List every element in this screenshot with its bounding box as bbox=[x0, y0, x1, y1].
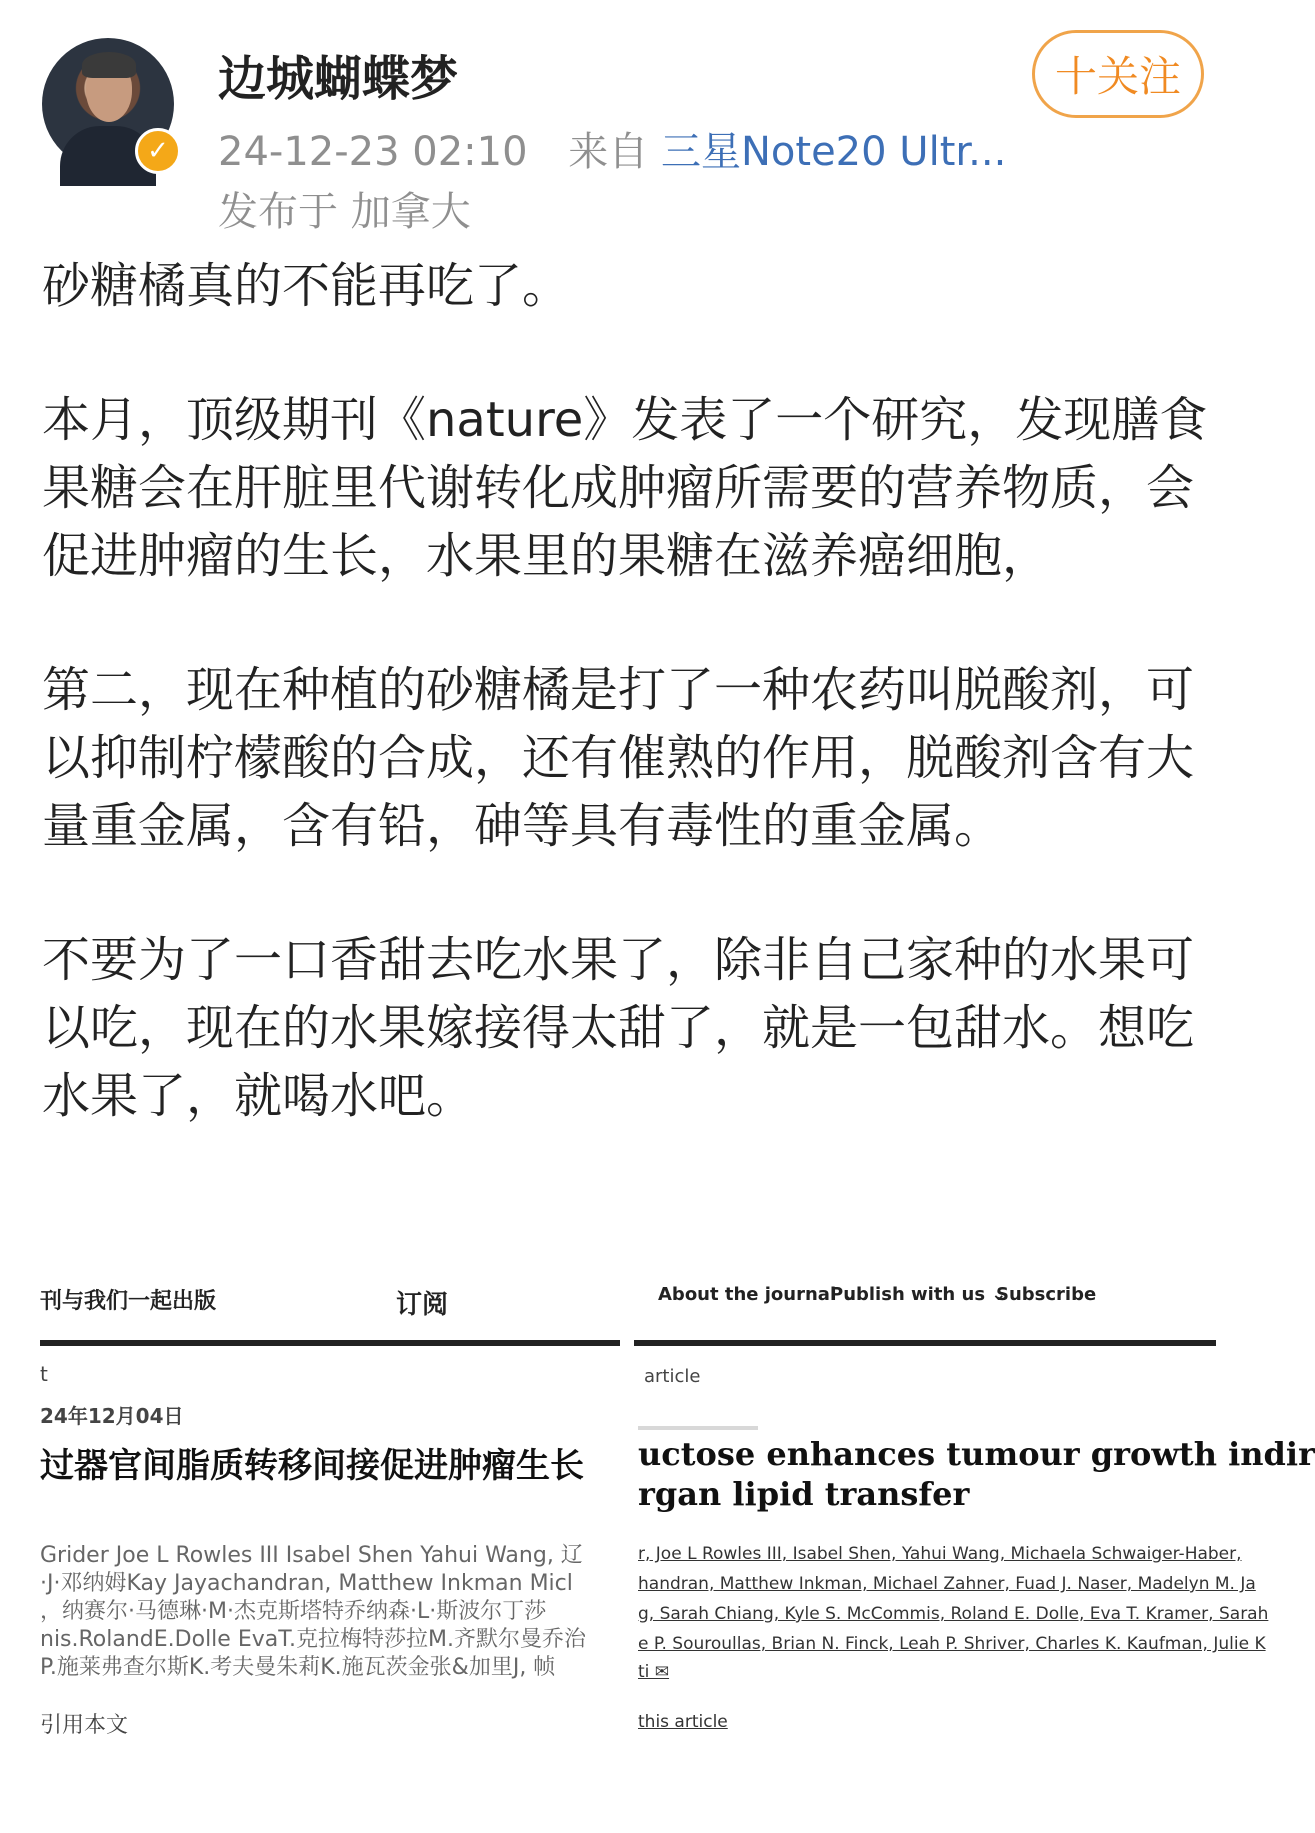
follow-button[interactable]: 十关注 bbox=[1032, 30, 1204, 118]
right-decor-line bbox=[638, 1426, 758, 1430]
right-cite-link: this article bbox=[638, 1712, 728, 1732]
source-prefix: 来自 bbox=[568, 129, 649, 175]
post-header bbox=[0, 0, 1256, 240]
left-cite-link: 引用本文 bbox=[40, 1713, 129, 1738]
right-author-line-3: g, Sarah Chiang, Kyle S. McCommis, Roland E. Dolle, Eva T. Kramer, Sarah bbox=[638, 1604, 1269, 1624]
username[interactable]: 边城蝴蝶梦 bbox=[218, 51, 459, 107]
right-author-line-4: e P. Souroullas, Brian N. Finck, Leah P. Shriver, Charles K. Kaufman, Julie K bbox=[638, 1634, 1266, 1654]
right-nav-publish: Publish with us ⌄ bbox=[830, 1284, 1007, 1305]
left-nav-label: 刊与我们一起出版 bbox=[40, 1289, 217, 1314]
right-author-line-2: handran, Matthew Inkman, Michael Zahner, Fuad J. Naser, Madelyn M. Ja bbox=[638, 1574, 1256, 1594]
left-author-line-5: P.施莱弗查尔斯K.考夫曼朱莉K.施瓦茨金张&加里J, 帧 bbox=[40, 1655, 556, 1680]
right-title-line-2: rgan lipid transfer bbox=[638, 1475, 970, 1513]
left-nav-subscribe: 订阅 bbox=[396, 1290, 449, 1320]
post-meta bbox=[218, 120, 1006, 177]
left-article-title: 过器官间脂质转移间接促进肿瘤生长 bbox=[40, 1446, 584, 1486]
verified-badge-icon: ✓ bbox=[135, 128, 181, 174]
left-author-line-3: ，纳赛尔·马德琳·M·杰克斯塔特乔纳森·L·斯波尔丁莎 bbox=[40, 1599, 547, 1624]
post-paragraph-2: 本月，顶级期刊《nature》发表了一个研究，发现膳食果糖会在肝脏里代谢转化成肿瘤所需要的营养物质，会促进肿瘤的生长，水果里的果糖在滋养癌细胞， bbox=[42, 392, 1208, 584]
post-body bbox=[42, 252, 1222, 1196]
attached-image-left[interactable] bbox=[40, 1260, 620, 1820]
source-device-link[interactable]: 三星Note20 Ultr... bbox=[661, 129, 1007, 175]
right-title-line-1: uctose enhances tumour growth indir bbox=[638, 1435, 1315, 1473]
post-location: 发布于 加拿大 bbox=[218, 189, 471, 235]
right-article-title bbox=[638, 1434, 1315, 1514]
right-article-label: article bbox=[644, 1366, 701, 1387]
left-marker: t bbox=[40, 1362, 48, 1386]
attached-image-right[interactable] bbox=[634, 1260, 1315, 1820]
timestamp: 24-12-23 02:10 bbox=[218, 129, 528, 175]
left-author-line-2: ·J·邓纳姆Kay Jayachandran, Matthew Inkman Micl bbox=[40, 1571, 573, 1596]
left-nav-rule bbox=[40, 1340, 620, 1346]
left-author-line-4: nis.RolandE.Dolle EvaT.克拉梅特莎拉M.齐默尔曼乔治 bbox=[40, 1627, 587, 1652]
right-nav-subscribe: Subscribe bbox=[996, 1284, 1097, 1305]
left-date: 24年12月04日 bbox=[40, 1404, 184, 1428]
attached-images[interactable] bbox=[40, 1260, 1315, 1820]
right-nav-rule bbox=[634, 1340, 1216, 1346]
post-paragraph-4: 不要为了一口香甜去吃水果了，除非自己家种的水果可以吃，现在的水果嫁接得太甜了，就是一包甜水。想吃水果了，就喝水吧。 bbox=[42, 932, 1195, 1124]
right-author-line-5: ti ✉ bbox=[638, 1662, 670, 1682]
right-author-line-1: r, Joe L Rowles III, Isabel Shen, Yahui Wang, Michaela Schwaiger-Haber, bbox=[638, 1544, 1242, 1564]
left-author-line-1: Grider Joe L Rowles III Isabel Shen Yahui Wang, 辽 bbox=[40, 1543, 583, 1568]
avatar-hair bbox=[82, 52, 136, 78]
post-paragraph-1: 砂糖橘真的不能再吃了。 bbox=[42, 258, 571, 314]
post-paragraph-3: 第二，现在种植的砂糖橘是打了一种农药叫脱酸剂，可以抑制柠檬酸的合成，还有催熟的作用，脱酸剂含有大量重金属，含有铅，砷等具有毒性的重金属。 bbox=[42, 662, 1195, 854]
right-nav-about: About the journal ⌄ bbox=[658, 1284, 858, 1305]
